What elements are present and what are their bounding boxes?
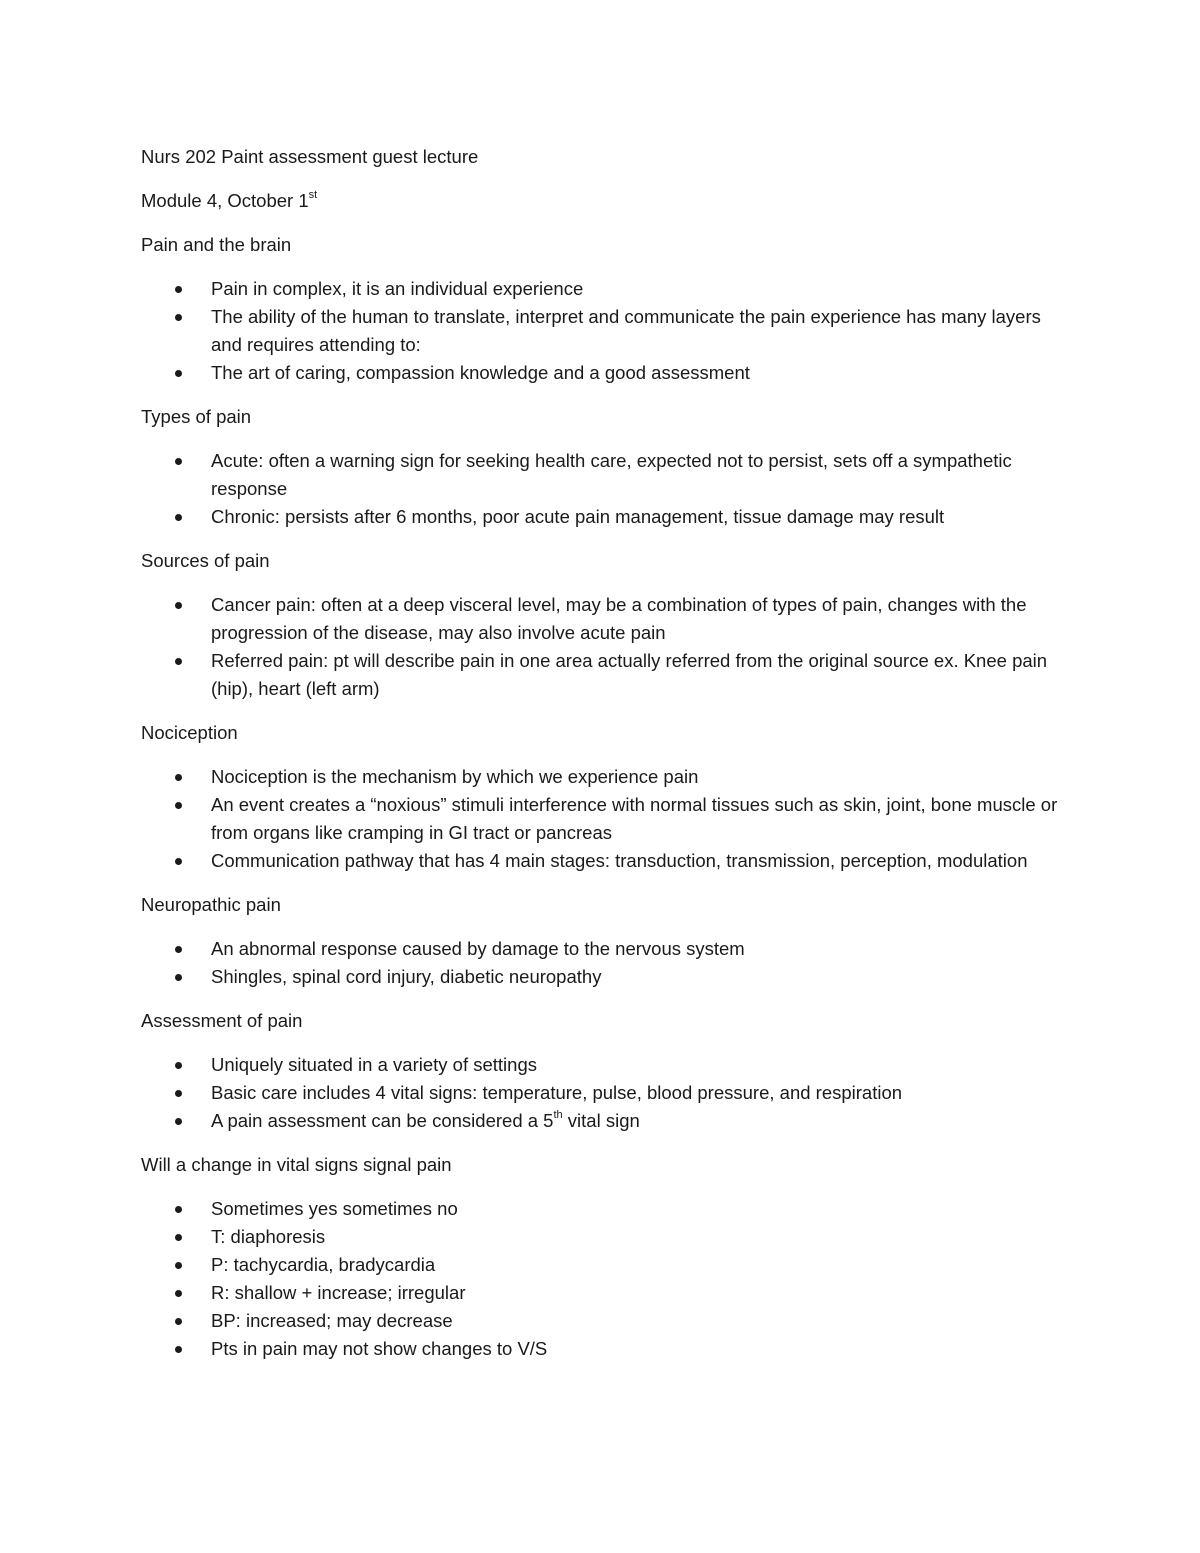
list-item-text: Basic care includes 4 vital signs: temperature, pulse, blood pressure, and respiration [211,1082,903,1103]
bullet-icon [175,314,182,321]
section-heading: Neuropathic pain [141,894,281,915]
list-item [141,503,1071,531]
list-item-text: Uniquely situated in a variety of settings [211,1054,537,1075]
bullet-list [141,935,1071,991]
list-item [141,647,1071,703]
list-item [141,1307,1071,1335]
bullet-icon [175,802,182,809]
bullet-icon [175,286,182,293]
list-item-text: An event creates a “noxious” stimuli interference with normal tissues such as skin, joint, bone muscle or from organs like cramping in GI tract or pancreas [211,794,1058,843]
section-heading: Nociception [141,722,238,743]
bullet-list [141,275,1071,387]
ordinal-suffix: th [553,1108,563,1121]
list-item [141,847,1071,875]
module-date-text: Module 4, October 1 [141,190,309,211]
list-item [141,1251,1071,1279]
bullet-icon [175,1062,182,1069]
bullet-list [141,1195,1071,1363]
bullet-list [141,1051,1071,1135]
list-item-text: Shingles, spinal cord injury, diabetic neuropathy [211,966,602,987]
section-heading: Types of pain [141,406,252,427]
list-item-text: Sometimes yes sometimes no [211,1198,458,1219]
bullet-icon [175,858,182,865]
section-heading: Assessment of pain [141,1010,303,1031]
bullet-icon [175,514,182,521]
list-item [141,1107,1071,1135]
bullet-icon [175,1118,182,1125]
module-date-line [141,187,1071,215]
bullet-icon [175,1206,182,1213]
document-title: Nurs 202 Paint assessment guest lecture [141,146,479,167]
bullet-icon [175,1318,182,1325]
list-item-text: Communication pathway that has 4 main stages: transduction, transmission, perception, modulation [211,850,1028,871]
bullet-icon [175,1290,182,1297]
list-item-text: BP: increased; may decrease [211,1310,453,1331]
bullet-list [141,447,1071,531]
list-item-text: Nociception is the mechanism by which we experience pain [211,766,699,787]
ordinal-suffix: st [308,188,318,201]
bullet-icon [175,458,182,465]
list-item [141,303,1071,359]
bullet-icon [175,774,182,781]
list-item [141,1195,1071,1223]
list-item-text: The ability of the human to translate, interpret and communicate the pain experience has many layers and requires attending to: [211,306,1041,355]
list-item-text: A pain assessment can be considered a 5 [211,1110,554,1131]
bullet-icon [175,1262,182,1269]
bullet-icon [175,1234,182,1241]
list-item [141,1279,1071,1307]
bullet-icon [175,370,182,377]
bullet-icon [175,1090,182,1097]
list-item [141,1335,1071,1363]
list-item-text: R: shallow + increase; irregular [211,1282,466,1303]
list-item [141,1051,1071,1079]
list-item [141,1079,1071,1107]
bullet-icon [175,974,182,981]
document-page [141,143,1071,1379]
list-item-text: Pts in pain may not show changes to V/S [211,1338,548,1359]
list-item-text: The art of caring, compassion knowledge and a good assessment [211,362,750,383]
list-item-text: Pain in complex, it is an individual experience [211,278,584,299]
list-item-text: vital sign [562,1110,640,1131]
list-item-text: P: tachycardia, bradycardia [211,1254,436,1275]
list-item [141,591,1071,647]
list-item-text: T: diaphoresis [211,1226,326,1247]
list-item [141,447,1071,503]
list-item [141,791,1071,847]
list-item [141,935,1071,963]
list-item [141,963,1071,991]
list-item [141,359,1071,387]
list-item [141,763,1071,791]
list-item-text: Chronic: persists after 6 months, poor acute pain management, tissue damage may result [211,506,945,527]
list-item [141,1223,1071,1251]
bullet-icon [175,1346,182,1353]
bullet-list [141,763,1071,875]
bullet-list [141,591,1071,703]
bullet-icon [175,658,182,665]
list-item-text: Referred pain: pt will describe pain in one area actually referred from the original source ex. Knee pain (hip), heart (left arm) [211,650,1048,699]
list-item-text: Acute: often a warning sign for seeking health care, expected not to persist, sets off a sympathetic response [211,450,1012,499]
list-item-text: An abnormal response caused by damage to the nervous system [211,938,745,959]
list-item [141,275,1071,303]
section-heading: Sources of pain [141,550,270,571]
bullet-icon [175,602,182,609]
section-heading: Pain and the brain [141,234,292,255]
section-heading: Will a change in vital signs signal pain [141,1154,452,1175]
list-item-text: Cancer pain: often at a deep visceral level, may be a combination of types of pain, changes with the progression of the disease, may also involve acute pain [211,594,1027,643]
bullet-icon [175,946,182,953]
